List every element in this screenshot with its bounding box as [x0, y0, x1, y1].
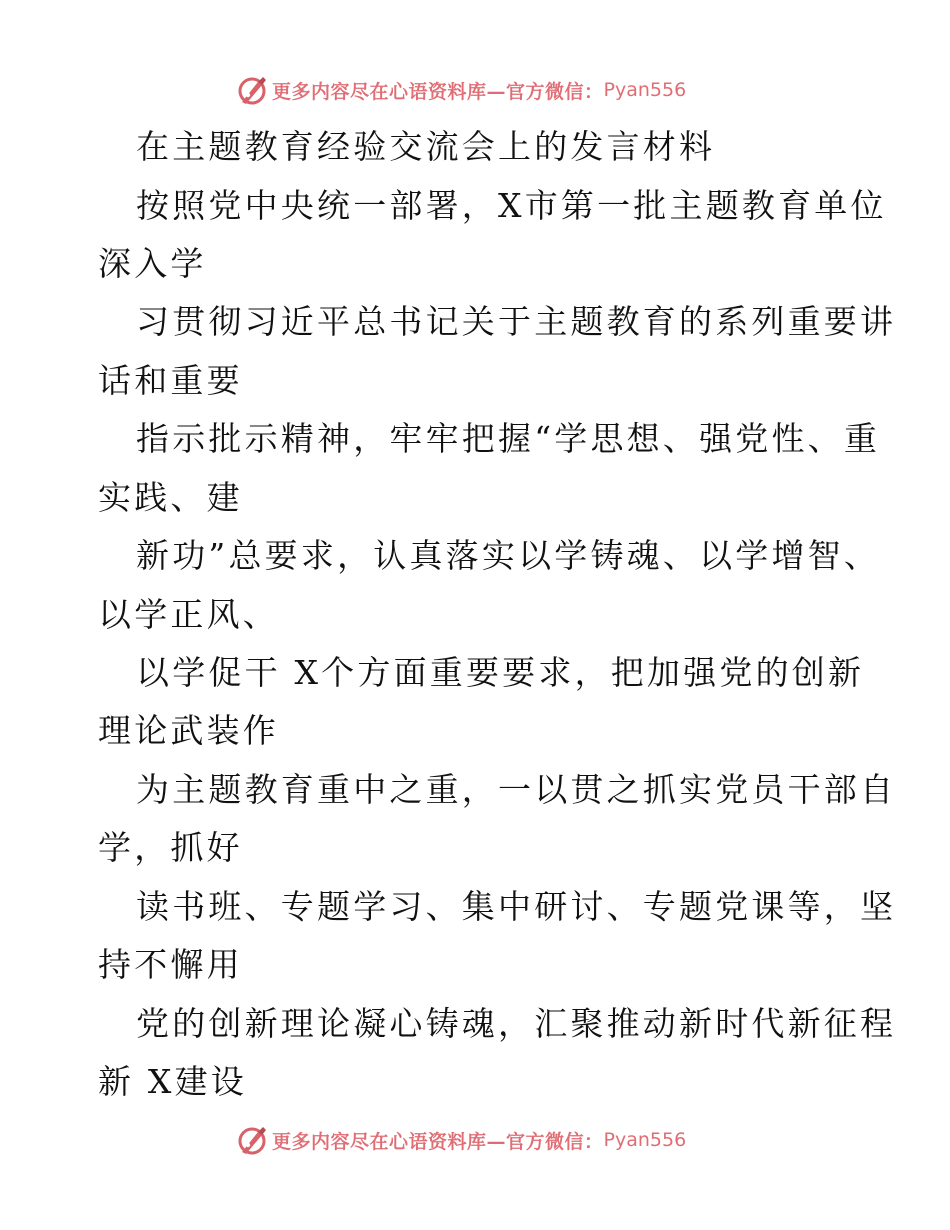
- body-line: 为主题教育重中之重，一以贯之抓实党员干部自: [136, 770, 897, 809]
- body-line: 深入学: [98, 244, 207, 283]
- body-line: 以学正风、: [98, 595, 279, 634]
- body-line: 学，抓好: [98, 828, 243, 867]
- body-line: 指示批示精神，牢牢把握“学思想、强党性、重: [136, 419, 881, 458]
- brush-pen-logo-icon: [236, 74, 268, 106]
- body-line: 新功”总要求，认真落实以学铸魂、以学增智、: [136, 536, 881, 575]
- body-line: 理论武装作: [98, 711, 279, 750]
- body-line: 以学促干 X个方面重要要求，把加强党的创新: [136, 653, 865, 692]
- header-banner-contact: Pyan556: [603, 79, 687, 101]
- footer-banner-contact: Pyan556: [603, 1129, 687, 1151]
- footer-watermark-banner: [236, 1123, 686, 1157]
- header-banner-text: 更多内容尽在心语资料库—官方微信：: [272, 80, 604, 103]
- body-line: 按照党中央统一部署，X市第一批主题教育单位: [136, 186, 887, 225]
- body-line: 习贯彻习近平总书记关于主题教育的系列重要讲: [136, 302, 897, 341]
- body-line: 党的创新理论凝心铸魂，汇聚推动新时代新征程: [136, 1004, 897, 1043]
- brush-pen-logo-icon: [236, 1124, 268, 1156]
- header-watermark-banner: [236, 73, 686, 107]
- body-line: 新 X建设: [98, 1062, 247, 1101]
- body-line: 持不懈用: [98, 945, 243, 984]
- document-title: 在主题教育经验交流会上的发言材料: [136, 127, 716, 166]
- body-line: 实践、建: [98, 478, 243, 517]
- body-line: 话和重要: [98, 361, 243, 400]
- body-line: 读书班、专题学习、集中研讨、专题党课等，坚: [136, 887, 897, 926]
- footer-banner-text: 更多内容尽在心语资料库—官方微信：: [272, 1130, 604, 1153]
